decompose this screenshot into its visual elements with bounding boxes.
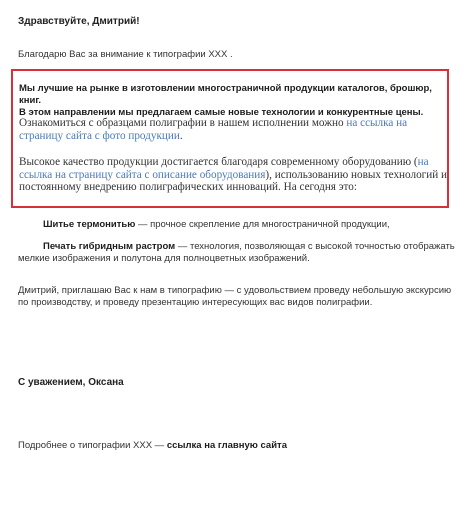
greeting: Здравствуйте, Дмитрий!: [18, 16, 140, 27]
invite-paragraph: Дмитрий, приглашаю Вас к нам в типографию — с удовольствием проведу небольшую экскурсию по производству, и проведу презентацию интересующих вас видов полиграфии.: [18, 285, 452, 308]
thanks-line: Благодарю Вас за внимание к типографии XXX .: [18, 49, 233, 60]
printing-term: Печать гибридным растром: [43, 241, 176, 252]
more-info-line: [18, 440, 287, 451]
portfolio-end: .: [179, 129, 183, 142]
more-text: Подробнее о типографии XXX —: [18, 440, 167, 451]
portfolio-text: Ознакомиться с образцами полиграфии в нашем исполнении можно: [19, 117, 347, 129]
homepage-link[interactable]: ссылка на главную сайта: [166, 440, 287, 451]
signature: С уважением, Оксана: [18, 377, 124, 388]
sewing-desc: — прочное скрепление для многостраничной продукции,: [135, 219, 390, 230]
quality-text-1: Высокое качество продукции достигается благодаря современному оборудованию (: [19, 156, 418, 168]
portfolio-paragraph: [19, 117, 449, 142]
printing-desc: — технология, позволяющая с высокой точностью отображать мелкие изображения и полутона для полноцветных изображений.: [18, 241, 455, 264]
intro-paragraph: [19, 83, 449, 119]
intro-line-2: В этом направлении мы предлагаем самые новые технологии и конкурентные цены.: [19, 107, 424, 118]
printing-item: [18, 241, 458, 265]
quality-text-2: ), использованию новых технологий и постоянному внедрению полиграфических инноваций. На сегодня это:: [19, 168, 448, 193]
equipment-link[interactable]: на ссылка на страницу сайта с описание оборудования: [19, 156, 429, 181]
sewing-term: Шитье термонитью: [43, 219, 136, 230]
intro-line-1: Мы лучшие на рынке в изготовлении многостраничной продукции каталогов, брошюр, книг.: [19, 83, 432, 106]
sewing-item: [43, 219, 390, 230]
portfolio-link[interactable]: на ссылка на страницу сайта с фото продукции: [19, 117, 408, 142]
quality-paragraph: [19, 156, 449, 194]
